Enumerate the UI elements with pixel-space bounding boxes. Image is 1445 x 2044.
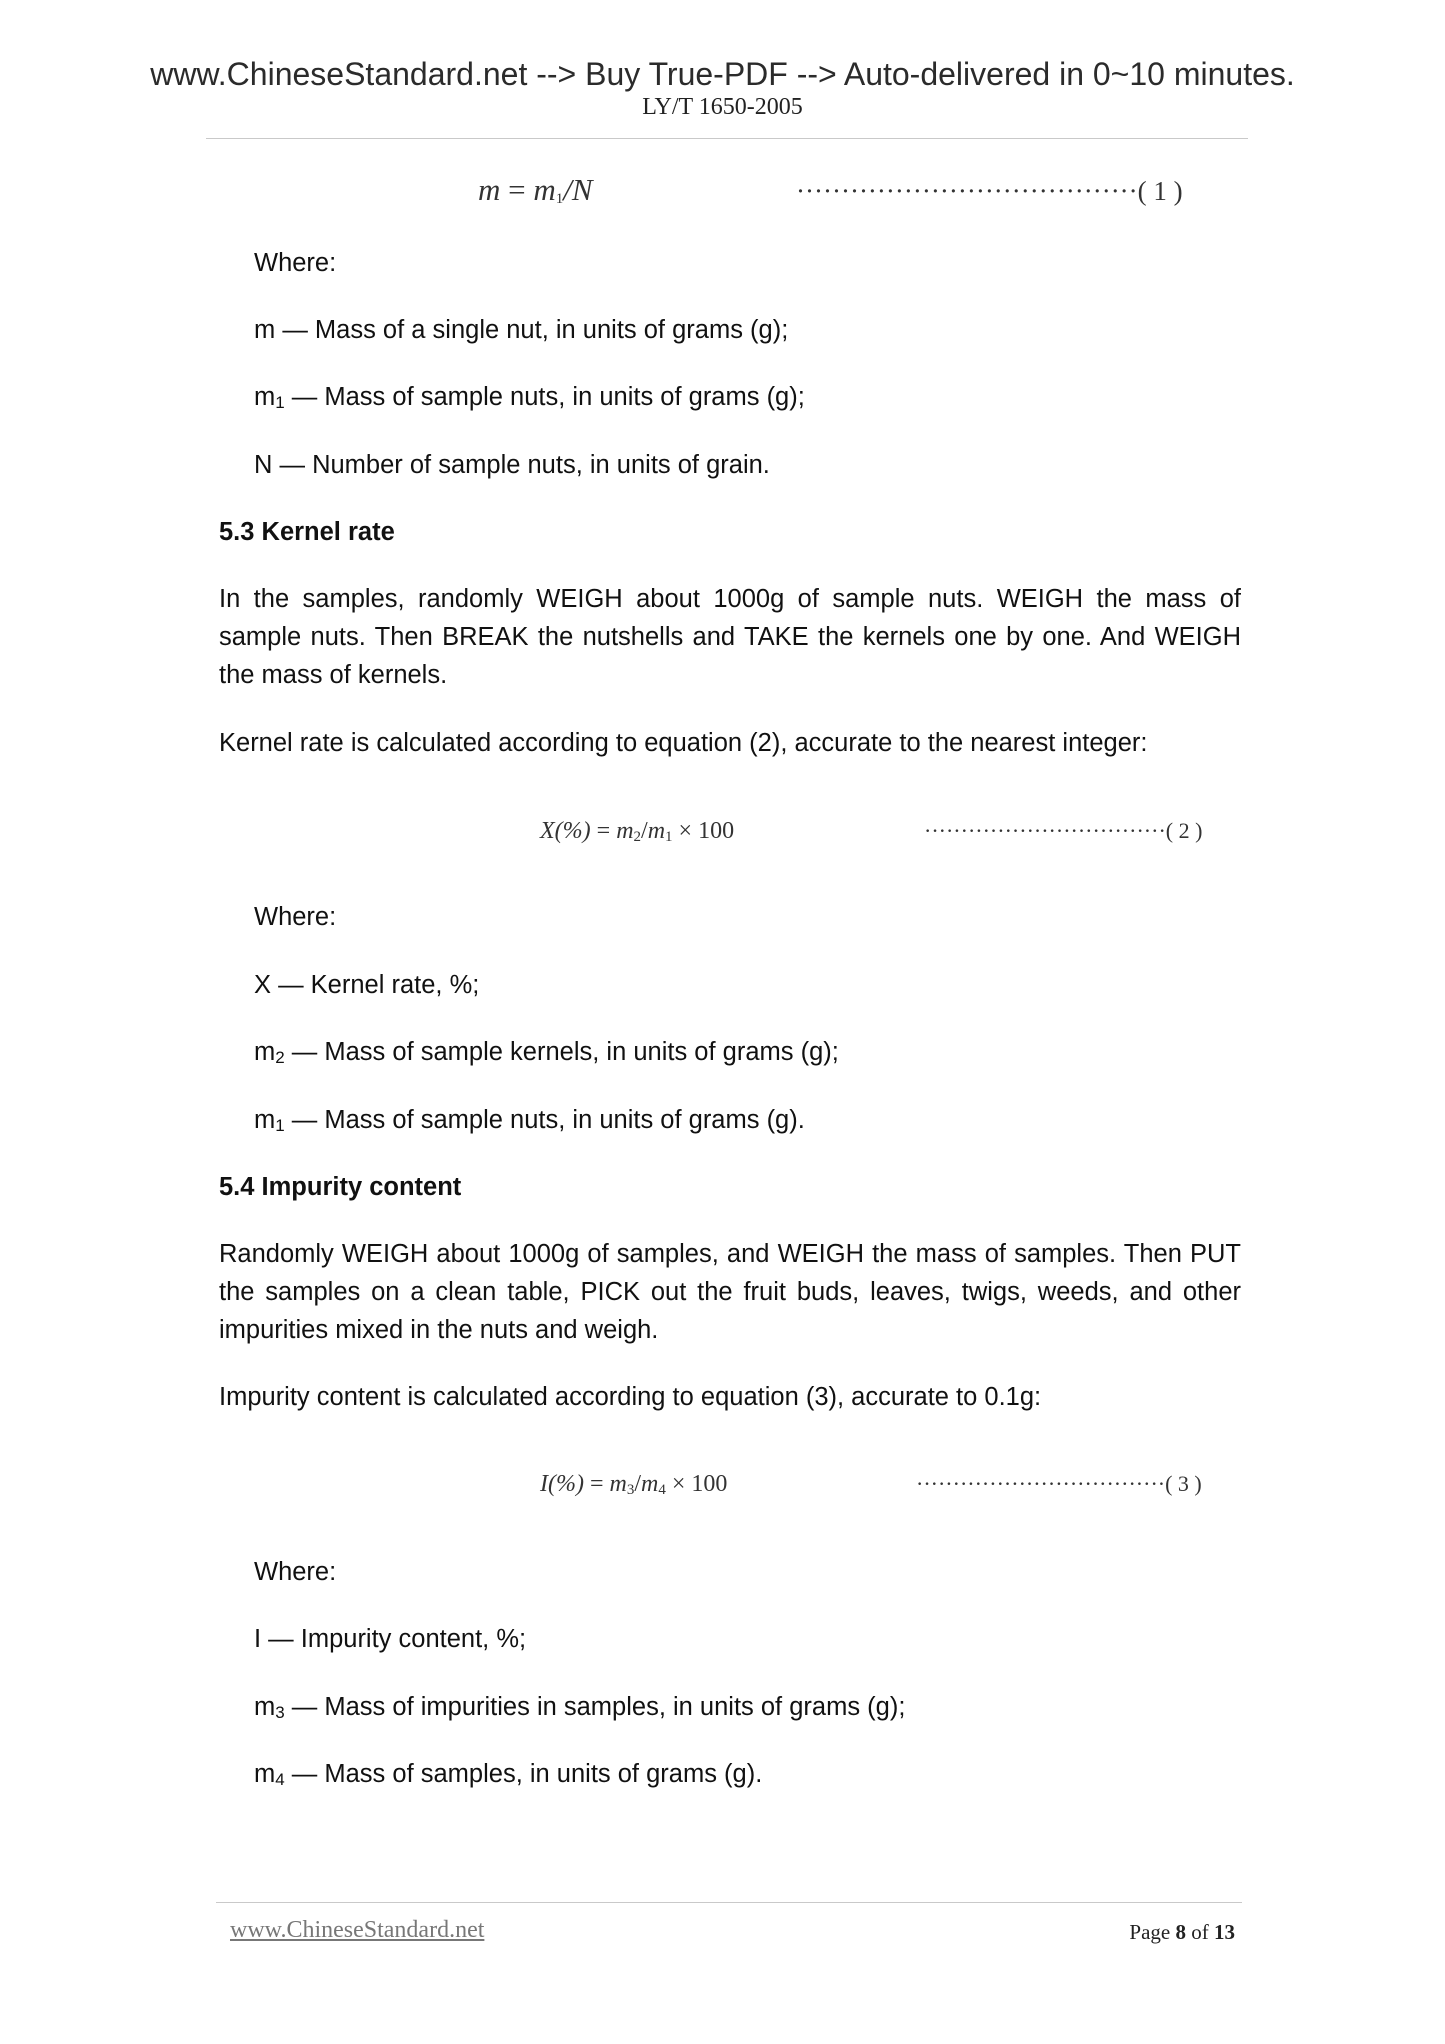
footer-divider — [216, 1902, 1242, 1903]
def-m1: $m_1$ — Mass of sample nuts, in units of grams (g); — [254, 383, 805, 412]
equation-1-leader — [796, 176, 1183, 207]
equation-1: $m = m_1/N$ — [478, 172, 593, 207]
page-current: 8 — [1175, 1920, 1186, 1944]
def-I: I — Impurity content, %; — [254, 1625, 527, 1653]
para-5-3-1: In the samples, randomly WEIGH about 1000g of sample nuts. WEIGH the mass of sample nuts. Then BREAK the nutshells and TAKE the kernels one by one. And WEIGH the mass of kernels. — [219, 585, 1241, 689]
eq1-rhs-rest: /N — [563, 172, 593, 207]
where-label-3: Where: — [254, 1558, 337, 1586]
equation-3-leader — [916, 1471, 1202, 1497]
para-5-4-1: Randomly WEIGH about 1000g of samples, and WEIGH the mass of samples. Then PUT the samples on a clean table, PICK out the fruit buds, leaves, twigs, weeds, and other impurities mixed in the nuts and weigh. — [219, 1240, 1241, 1344]
eq3-lhs: I(%) — [540, 1471, 584, 1497]
para-5-3-2: Kernel rate is calculated according to equation (2), accurate to the nearest integer: — [219, 729, 1148, 757]
def-m: m — Mass of a single nut, in units of grams (g); — [254, 316, 789, 344]
def-N: N — Number of sample nuts, in units of grain. — [254, 451, 770, 479]
eq1-rhs-m: m — [533, 172, 556, 207]
equation-2: $X(\%) = m_2/m_1 \times 100$ — [540, 818, 735, 845]
equation-3: $I(\%) = m_3/m_4 \times 100$ — [540, 1471, 728, 1498]
eq1-number: ( 1 ) — [1137, 176, 1183, 206]
equation-2-leader — [924, 818, 1202, 844]
def-m4: $m_4$ — Mass of samples, in units of grams (g). — [254, 1760, 763, 1789]
eq1-dots: ······································ — [796, 176, 1138, 206]
where-label-2: Where: — [254, 903, 337, 931]
eq2-number: ( 2 ) — [1165, 818, 1203, 843]
def-m3: $m_3$ — Mass of impurities in samples, in units of grams (g); — [254, 1693, 906, 1722]
heading-5-3: 5.3 Kernel rate — [219, 518, 395, 546]
eq3-dots: ·································· — [916, 1471, 1166, 1496]
para-5-4-2: Impurity content is calculated according to equation (3), accurate to 0.1g: — [219, 1383, 1042, 1411]
def-m1-b: $m_1$ — Mass of sample nuts, in units of grams (g). — [254, 1106, 805, 1135]
where-label-1: Where: — [254, 249, 337, 277]
def-m2: $m_2$ — Mass of sample kernels, in units of grams (g); — [254, 1038, 839, 1067]
eq1-lhs: m — [478, 172, 501, 207]
page-total: 13 — [1214, 1920, 1235, 1944]
def-X: X — Kernel rate, %; — [254, 971, 480, 999]
eq2-lhs: X(%) — [540, 818, 591, 844]
standard-number: LY/T 1650-2005 — [642, 94, 803, 120]
site-banner: www.ChineseStandard.net --> Buy True-PDF --> Auto-delivered in 0~10 minutes. — [150, 56, 1295, 92]
header-divider — [206, 138, 1248, 139]
heading-5-4: 5.4 Impurity content — [219, 1173, 462, 1201]
footer-site-link[interactable]: www.ChineseStandard.net — [230, 1917, 485, 1943]
page-indicator: Page 8 of 13 — [1129, 1920, 1235, 1944]
eq3-number: ( 3 ) — [1165, 1471, 1202, 1496]
eq2-dots: ································· — [924, 818, 1166, 843]
eq1-rhs-sub: 1 — [555, 191, 564, 207]
